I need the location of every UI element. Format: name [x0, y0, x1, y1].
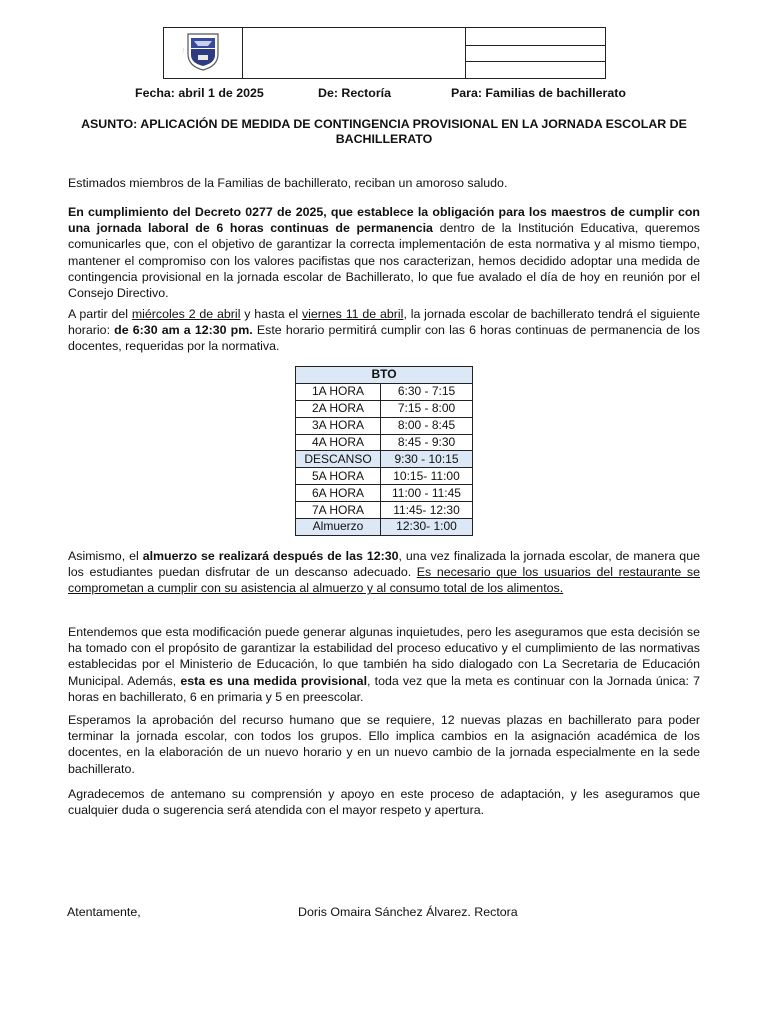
schedule-time: 7:15 - 8:00	[381, 400, 473, 417]
svg-text:·····: ·····	[180, 47, 187, 55]
paragraph-decree	[68, 204, 700, 301]
schedule-time: 8:45 - 9:30	[381, 434, 473, 451]
paragraph-thanks: Agradecemos de antemano su comprensión y apoyo en este proceso de adaptación, y les aseguramos que cualquier duda o sugerencia será atendida con el mayor respeto y apertura.	[68, 787, 700, 818]
header-title-cell	[243, 28, 466, 79]
schedule-header: BTO	[296, 367, 473, 384]
schedule-period: Almuerzo	[296, 519, 381, 536]
schedule-row	[296, 502, 473, 519]
schedule-time: 9:30 - 10:15	[381, 451, 473, 468]
schedule-time: 12:30- 1:00	[381, 519, 473, 536]
schedule-row	[296, 417, 473, 434]
schedule-time: 11:45- 12:30	[381, 502, 473, 519]
schedule-period: 4A HORA	[296, 434, 381, 451]
lunch-text-1: Asimismo, el	[68, 549, 143, 563]
schedule-period: 7A HORA	[296, 502, 381, 519]
schedule-row	[296, 400, 473, 417]
schedule-time: 6:30 - 7:15	[381, 383, 473, 400]
to-line: Para: Familias de bachillerato	[451, 86, 626, 100]
schedule-period: DESCANSO	[296, 451, 381, 468]
decree-text: dentro de la Institución Educativa, queremos comunicarles que, con el objetivo de garantizar la correcta implementación de esta normativa y al mismo tiempo, mantener el compromiso con los valores pacifistas que nos caracterizan, hemos decidido adoptar una medida de contingencia provisional en la jornada escolar de Bachillerato, lo que fue avalado el día de hoy en reunión por el Consejo Directivo.	[68, 221, 700, 301]
schedule-text-1: A partir del	[68, 307, 132, 321]
start-date: miércoles 2 de abril	[131, 307, 241, 321]
header-code-cell	[466, 28, 606, 46]
schedule-hours-bold: de 6:30 am a 12:30 pm.	[114, 323, 253, 338]
paragraph-schedule	[68, 306, 700, 355]
concerns-text-1: Entendemos que esta modificación puede generar algunas inquietudes, pero les aseguramos que esta decisión se ha tomado con el propósito de garantizar la estabilidad del proceso educativo y el cumplimiento de las normativas establecidas por el Ministerio de Educación, lo que también ha sido dialogado con La Secretaria de Educación Municipal. Además,	[68, 625, 700, 688]
closing: Atentamente,	[67, 905, 141, 919]
schedule-period: 3A HORA	[296, 417, 381, 434]
header-page-cell	[466, 62, 606, 79]
paragraph-lunch	[68, 548, 700, 597]
schedule-row	[296, 485, 473, 502]
schedule-text-4: Este horario permitirá cumplir con las 6 horas continuas de permanencia de los docentes, requeridas por la normativa.	[68, 323, 700, 354]
schedule-period: 1A HORA	[296, 383, 381, 400]
schedule-period: 6A HORA	[296, 485, 381, 502]
schedule-row	[296, 451, 473, 468]
paragraph-staffing: Esperamos la aprobación del recurso humano que se requiere, 12 nuevas plazas en bachillerato para poder terminar la jornada escolar, con todos los grupos. Ello implica cambios en la asignación académica de los docentes, en la elaboración de un nuevo horario y en un nuevo cambio de la jornada especialmente en la sede bachillerato.	[68, 713, 700, 776]
header-version-cell	[466, 45, 606, 62]
schedule-time: 11:00 - 11:45	[381, 485, 473, 502]
schedule-row	[296, 519, 473, 536]
subject-heading: ASUNTO: APLICACIÓN DE MEDIDA DE CONTINGENCIA PROVISIONAL EN LA JORNADA ESCOLAR DE BACHILLERATO	[81, 117, 687, 146]
from-line: De: Rectoría	[318, 86, 391, 100]
concerns-bold: esta es una medida provisional	[180, 673, 368, 688]
lunch-underlined: Es necesario que los usuarios del restaurante se comprometan a cumplir con su asistencia al almuerzo y al consumo total de los alimentos.	[68, 565, 700, 596]
lunch-text-2: , una vez finalizada la jornada escolar, de manera que los estudiantes puedan disfrutar de un descanso adecuado.	[68, 549, 700, 580]
schedule-period: 2A HORA	[296, 400, 381, 417]
date-line: Fecha: abril 1 de 2025	[135, 86, 264, 100]
letterhead-table	[163, 27, 606, 79]
schedule-row	[296, 468, 473, 485]
schedule-text-3: , la jornada escolar de bachillerato tendrá el siguiente horario:	[68, 307, 700, 338]
paragraph-concerns	[68, 624, 700, 705]
signatory: Doris Omaira Sánchez Álvarez. Rectora	[298, 905, 518, 919]
schedule-row	[296, 383, 473, 400]
concerns-text-2: , toda vez que la meta es continuar con la Jornada única: 7 horas en bachillerato, 6 en primaria y 5 en preescolar.	[68, 673, 700, 704]
schedule-row	[296, 434, 473, 451]
logo-cell	[164, 28, 243, 79]
schedule-time: 10:15- 11:00	[381, 468, 473, 485]
schedule-time: 8:00 - 8:45	[381, 417, 473, 434]
decree-bold: En cumplimiento del Decreto 0277 de 2025, que establece la obligación para los maestros de cumplir con una jornada laboral de 6 horas continuas de permanencia	[68, 205, 700, 236]
greeting: Estimados miembros de la Familias de bachillerato, reciban un amoroso saludo.	[68, 176, 508, 190]
school-crest-icon	[164, 28, 242, 73]
schedule-table	[295, 366, 473, 536]
schedule-period: 5A HORA	[296, 468, 381, 485]
lunch-bold: almuerzo se realizará después de las 12:30	[142, 549, 399, 563]
schedule-text-2: y hasta el	[240, 307, 302, 321]
end-date: viernes 11 de abril	[301, 307, 404, 321]
